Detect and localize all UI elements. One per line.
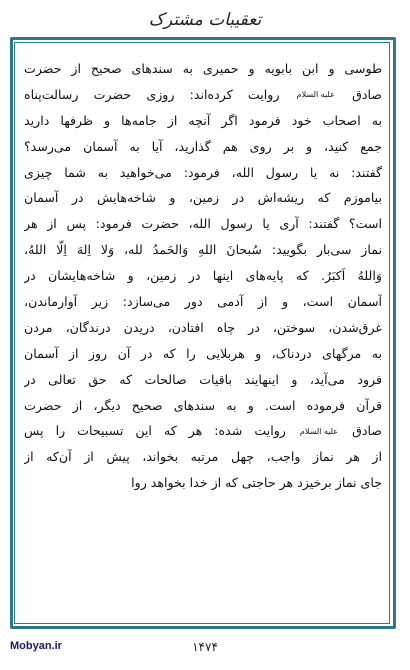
text-line: جمع کنید، و بر روی هم گذارید، آیا به آسمان می‌رسد؟ [24,138,382,154]
text-segment: روایت شده: هر که این تسبیحات را پس [24,423,298,439]
page-number: ۱۴۷۴ [192,640,218,654]
arabic-dhikr: وَاللهُ اَکبَرُ [325,268,382,284]
text-line [24,418,382,444]
pbuh-honorific-glyph: عليه السلام [296,90,335,100]
arabic-dhikr: سُبحانَ اللهِ وَالحَمدُ لله، وَلا اِلهَ اِلّا اللهُ، [24,242,262,258]
text-line: گفتند: نه یا رسول الله، فرمود: می‌خواهید به شما چیزی [24,164,382,180]
page-header [0,0,410,40]
text-segment: نماز سی‌بار بگویید: [261,242,382,258]
text-line: طوسی و ابن بابویه و حمیری به سندهای صحیح از حضرت [24,61,382,76]
text-segment: روایت کرده‌اند: روزی حضرت رسالت‌پناه [24,86,295,102]
text-line [24,263,382,289]
pbuh-honorific-glyph: عليه السلام [299,426,339,436]
text-line: به مرگهای دردناک، و هربلایی را که در آن روز از آسمان [24,345,382,361]
running-title: تعقيبات مشترک [148,10,262,30]
text-line: قرآن فرموده است. و به سندهای صحیح دیگر، از حضرت [24,397,382,413]
text-line: فرود می‌آید، و اینهایند باقیات صالحات که حق تعالی در [24,371,382,387]
text-line: به اصحاب خود فرمود اگر آنچه از جامه‌ها و ظرفها دارید [24,112,382,128]
text-segment: صادق [336,86,382,102]
text-line [24,82,382,108]
text-line: جای نماز برخیزد هر حاجتی که از خدا بخواهد روا [131,475,382,491]
text-line: است؟ گفتند: آری یا رسول الله، حضرت فرمود: پس از هر [24,216,382,232]
text-line: غرق‌شدن، سوختن، در چاه افتادن، دریدن درندگان، مردن [24,319,382,335]
body-text [24,56,382,496]
text-line [24,237,382,263]
text-line: آسمان است، و از آدمی دور می‌سازد: زیر آوارماندن، [24,294,382,310]
site-watermark: Mobyan.ir [10,640,62,652]
text-segment: صادق [340,423,382,439]
text-line: بیاموزم که ریشه‌اش در زمین، و شاخه‌هایش در آسمان [24,190,382,206]
text-line: از هر نماز واجب، چهل مرتبه بخواند، پیش از آن‌که از [24,449,382,465]
text-segment: . که پایه‌های اینها در زمین، و شاخه‌هایشان در [24,268,326,284]
